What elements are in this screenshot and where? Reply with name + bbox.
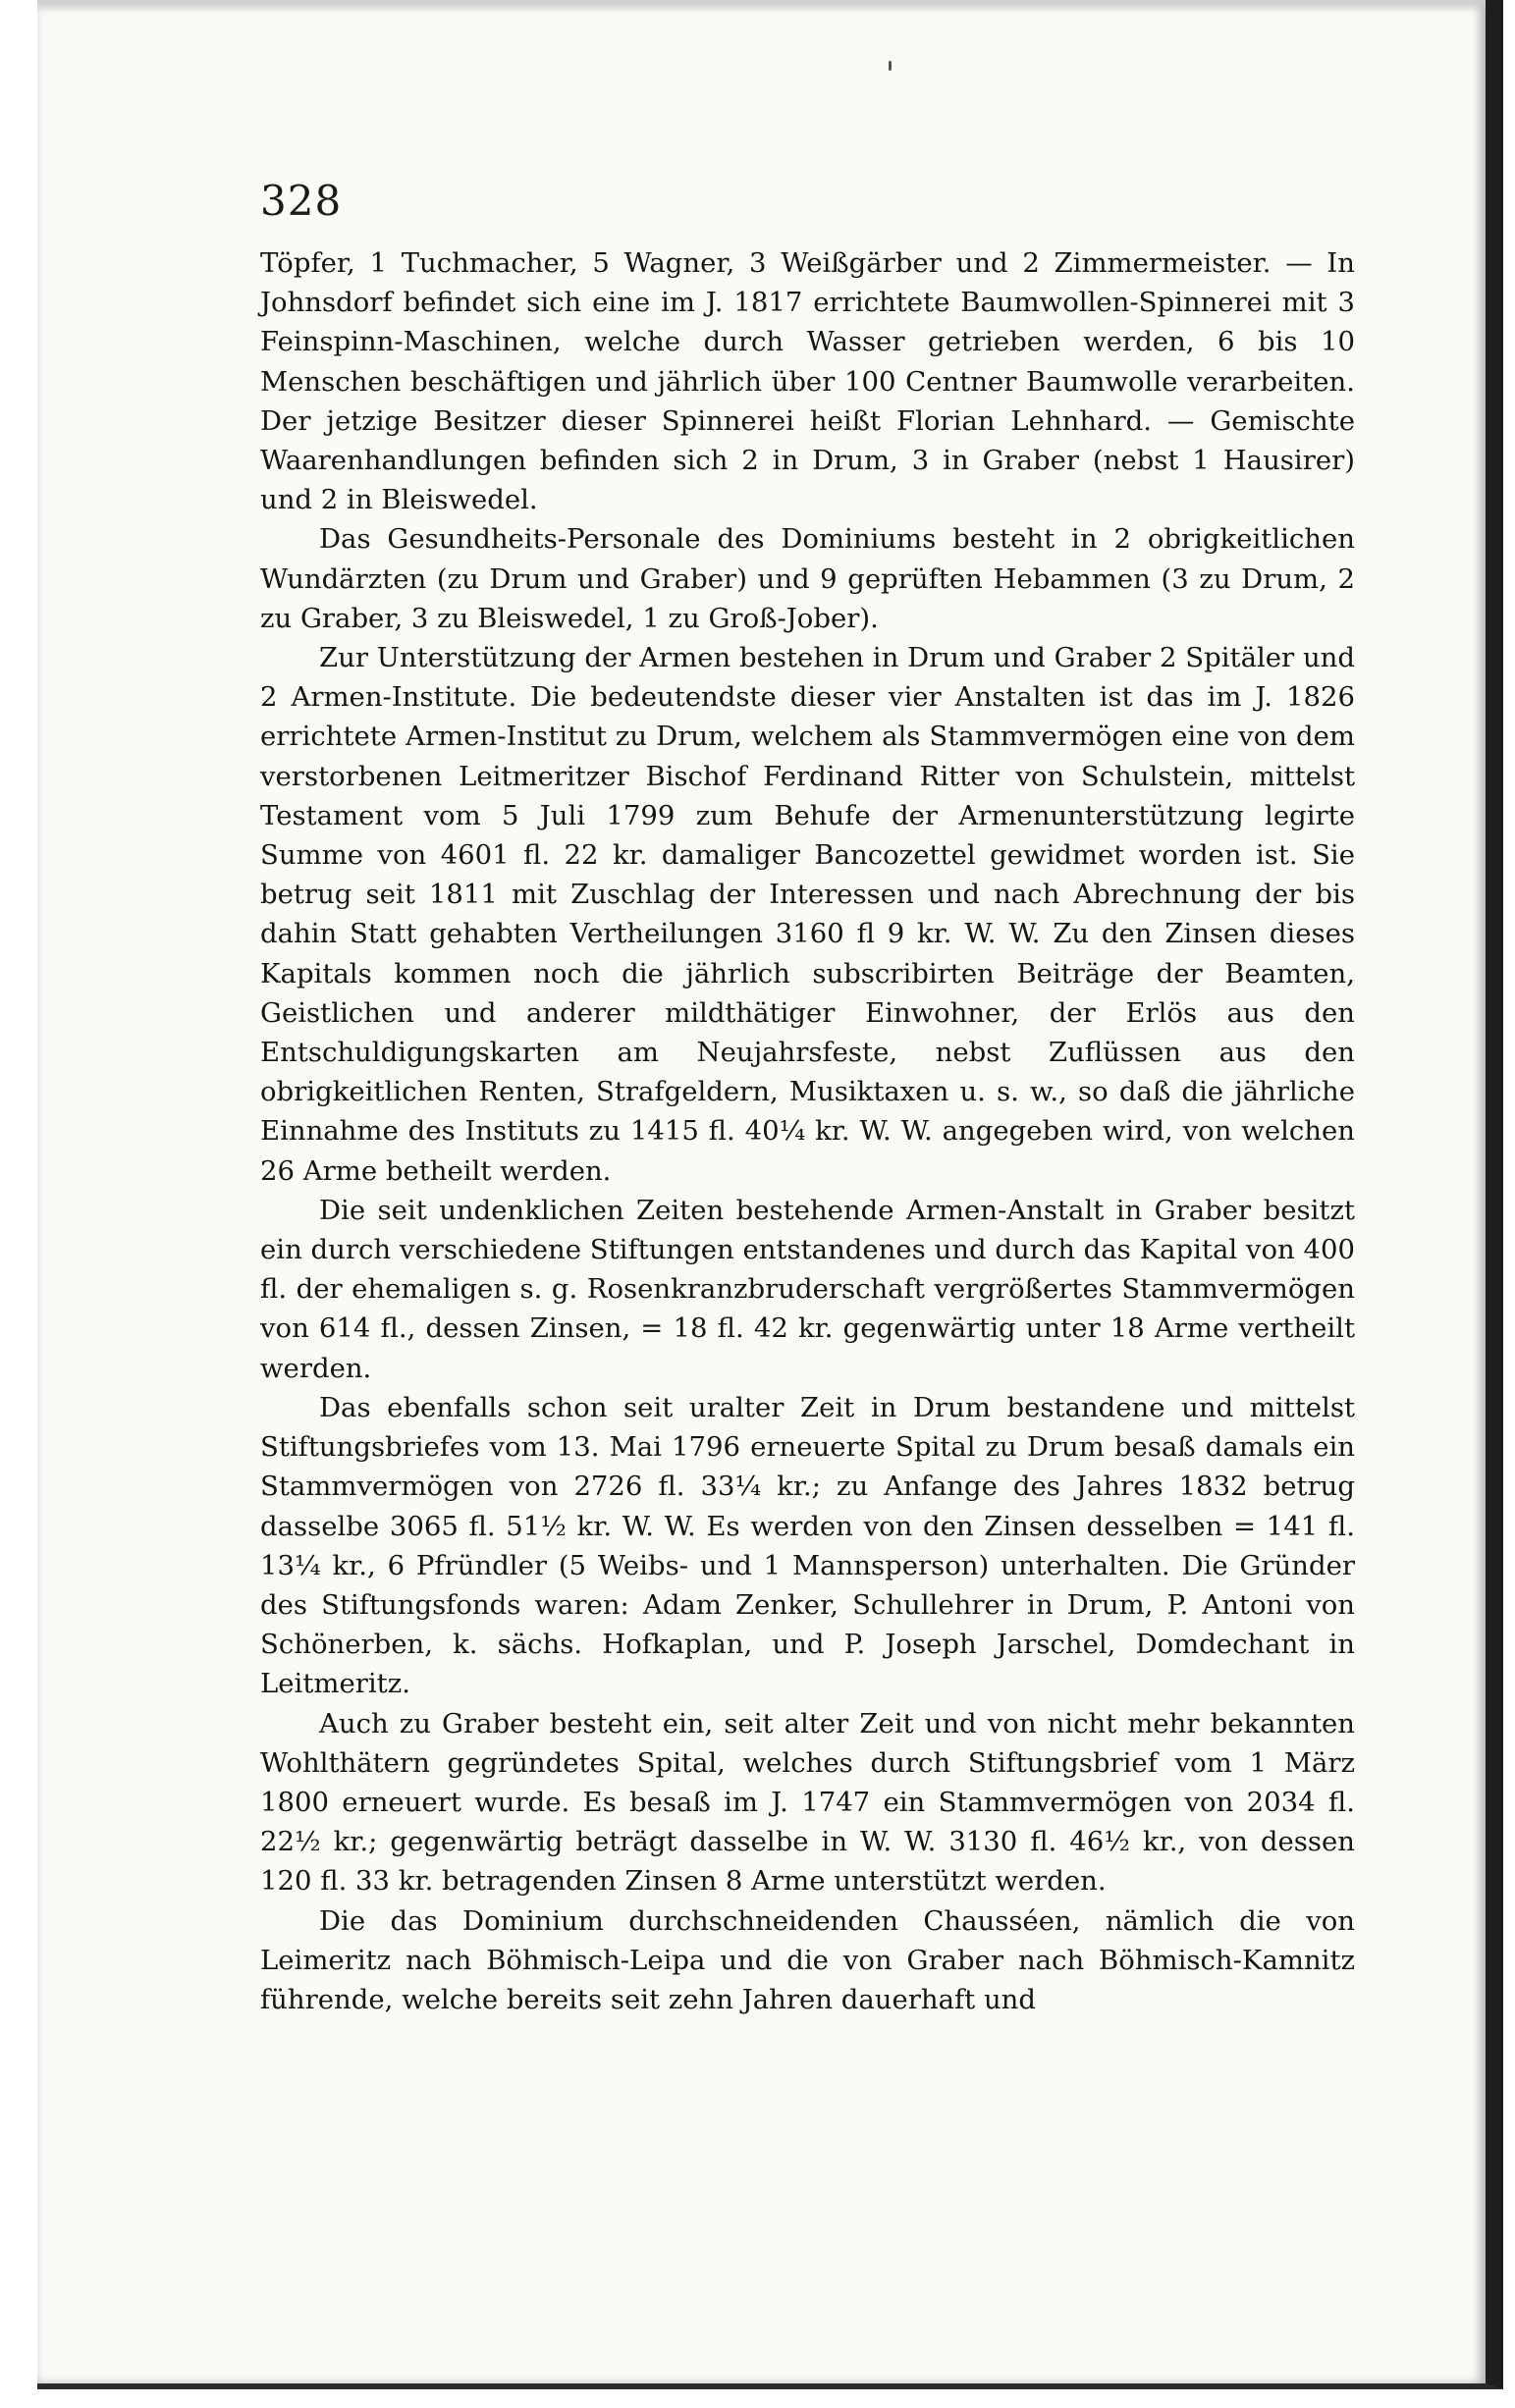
paragraph: Das Gesundheits-Personale des Dominiums besteht in 2 obrigkeitlichen Wundärzten (zu Drum und Graber) und 9 geprüften Hebammen (3 zu Drum, 2 zu Graber, 3 zu Bleiswedel, 1 zu Groß-Jober).: [260, 523, 1355, 634]
paragraph: Das ebenfalls schon seit uralter Zeit in Drum bestandene und mittelst Stiftungsbriefes vom 13. Mai 1796 erneuerte Spital zu Drum besaß damals ein Stammvermögen von 2726 fl. 33¼ kr.; zu Anfange des Jahres 1832 betrug dasselbe 3065 fl. 51½ kr. W. W. Es werden von den Zinsen desselben = 141 fl. 13¼ kr., 6 Pfründler (5 Weibs- und 1 Mannsperson) unterhalten. Die Gründer des Stiftungsfonds waren: Adam Zenker, Schullehrer in Drum, P. Antoni von Schönerben, k. sächs. Hofkaplan, und P. Joseph Jarschel, Domdechant in Leitmeritz.: [260, 1391, 1355, 1700]
page-top-shadow: [37, 0, 1486, 14]
paragraph: Die das Dominium durchschneidenden Chausséen, nämlich die von Leimeritz nach Böhmisch-Leipa und die von Graber nach Böhmisch-Kamnitz führende, welche bereits seit zehn Jahren dauerhaft und: [260, 1904, 1355, 2015]
paragraph: Auch zu Graber besteht ein, seit alter Zeit und von nicht mehr bekannten Wohlthätern gegründetes Spital, welches durch Stiftungsbrief vom 1 März 1800 erneuert wurde. Es besaß im J. 1747 ein Stammvermögen von 2034 fl. 22½ kr.; gegenwärtig beträgt dasselbe in W. W. 3130 fl. 46½ kr., von dessen 120 fl. 33 kr. betragenden Zinsen 8 Arme unterstützt werden.: [260, 1707, 1355, 1898]
paragraph: Töpfer, 1 Tuchmacher, 5 Wagner, 3 Weißgärber und 2 Zimmermeister. — In Johnsdorf befindet sich eine im J. 1817 errichtete Baumwollen-Spinnerei mit 3 Feinspinn-Maschinen, welche durch Wasser getrieben werden, 6 bis 10 Menschen beschäftigen und jährlich über 100 Centner Baumwolle verarbeiten. Der jetzige Besitzer dieser Spinnerei heißt Florian Lehnhard. — Gemischte Waarenhandlungen befinden sich 2 in Drum, 3 in Graber (nebst 1 Hausirer) und 2 in Bleiswedel.: [260, 247, 1355, 516]
paragraph: Zur Unterstützung der Armen bestehen in Drum und Graber 2 Spitäler und 2 Armen-Institute. Die bedeutendste dieser vier Anstalten ist das im J. 1826 errichtete Armen-Institut zu Drum, welchem als Stammvermögen eine von dem verstorbenen Leitmeritzer Bischof Ferdinand Ritter von Schulstein, mittelst Testament vom 5 Juli 1799 zum Behufe der Armenunterstützung legirte Summe von 4601 fl. 22 kr. damaliger Bancozettel gewidmet worden ist. Sie betrug seit 1811 mit Zuschlag der Interessen und nach Abrechnung der bis dahin Statt gehabten Vertheilungen 3160 fl 9 kr. W. W. Zu den Zinsen dieses Kapitals kommen noch die jährlich subscribirten Beiträge der Beamten, Geistlichen und anderer mildthätiger Einwohner, der Erlös aus den Entschuldigungskarten am Neujahrsfeste, nebst Zuflüssen aus den obrigkeitlichen Renten, Strafgeldern, Musiktaxen u. s. w., so daß die jährliche Einnahme des Instituts zu 1415 fl. 40¼ kr. W. W. angegeben wird, von welchen 26 Arme betheilt werden.: [260, 642, 1355, 1187]
body-text: [260, 243, 1355, 2019]
page-number: 328: [260, 177, 343, 225]
paragraph: Die seit undenklichen Zeiten bestehende Armen-Anstalt in Graber besitzt ein durch verschiedene Stiftungen entstandenes und durch das Kapital von 400 fl. der ehemaligen s. g. Rosenkranzbruderschaft vergrößertes Stammvermögen von 614 fl., dessen Zinsen, = 18 fl. 42 kr. gegenwärtig unter 18 Arme vertheilt werden.: [260, 1194, 1355, 1384]
paper-speck: [889, 61, 892, 71]
